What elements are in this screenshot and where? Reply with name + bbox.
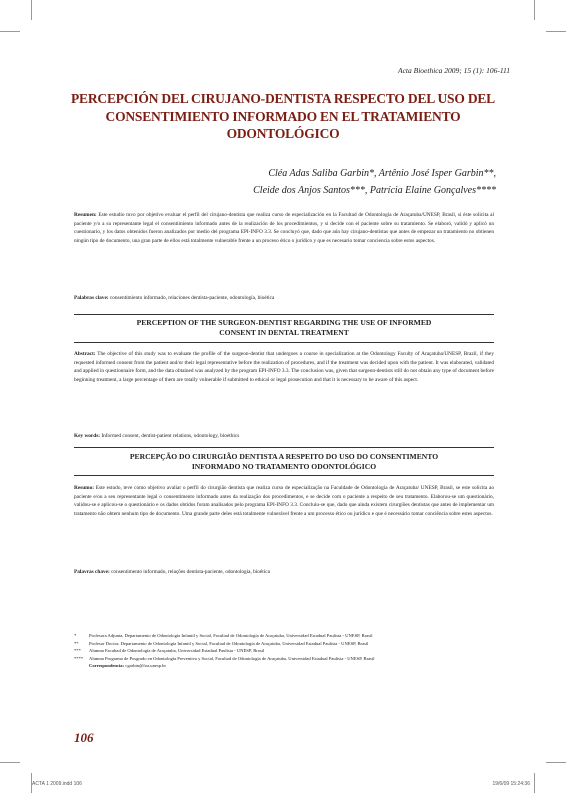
crop-mark — [0, 762, 20, 763]
keywords-text: Informed consent, dentist-patient relations, odontology, bioethics — [100, 433, 240, 439]
section-title-english — [74, 318, 494, 338]
footnote-marker: * — [74, 633, 77, 638]
print-slug-date: 19/6/09 15:24:36 — [492, 781, 530, 787]
footnote — [74, 632, 494, 640]
section-divider — [74, 447, 494, 448]
crop-mark — [0, 31, 20, 32]
author-line: Cléa Adas Saliba Garbin*, Artênio José Isper Garbin**, — [268, 168, 496, 179]
abstract-text: The objective of this study was to evaluate the profile of the surgeon-dentist that undergoes a course in specialization at the Odontology Faculty of Araçatuba/UNESP, Brazil, if they requested informed consent from the patient and/or their legal representative before the realization of procedures, and if the treatment was decided upon with the patient. It was elaborated, validated and applied in questionnaire form, and the data obtained was analyzed by the program EPI-INFO 3.3. The conclusion was, given that surgeon-dentists still do not obtain any type of document before beginning treatment, a large percentage of them are totally vulnerable if submitted to ethical or legal prosecution and that it is necessary to be aware of this aspect. — [74, 351, 494, 383]
keywords-label: Key words: — [74, 433, 101, 439]
journal-citation: Acta Bioethica 2009; 15 (1): 106-111 — [398, 66, 510, 75]
abstract-portuguese — [74, 484, 494, 518]
footnote — [74, 655, 494, 663]
abstract-label: Resumo: — [74, 485, 95, 491]
crop-mark — [534, 773, 535, 793]
article-title: PERCEPCIÓN DEL CIRUJANO-DENTISTA RESPECTO DEL USO DEL CONSENTIMIENTO INFORMADO EN EL TRATAMIENTO ODONTOLÓGICO — [71, 91, 495, 141]
footnote-marker: *** — [74, 648, 81, 654]
correspondence — [74, 662, 494, 670]
keywords-text: consentimento informado, relações dentista-paciente, odontologia, bioética — [109, 569, 270, 575]
footnotes — [74, 632, 494, 670]
section-divider — [74, 342, 494, 343]
footnote — [74, 640, 494, 648]
footnote-text: Alumna Facultad de Odontología de Araçatuba, Universidad Estadual Paulista - UNESP, Brasil — [89, 648, 265, 654]
keywords-spanish — [74, 294, 494, 303]
footnote-marker: ** — [74, 640, 79, 646]
abstract-text: Este estudo, teve como objetivo avaliar o perfil do cirurgião dentista que realiza curso de especialização na Faculdade de Odontologia de Araçatuba/ UNESP, Brasil, se este solicita ao paciente e/ou a seu representante legal o consentimento informado antes da realização dos procedimentos, e se decide com o paciente a respeito de seu tratamento. Elaborou-se um questionário, validou-se e aplicou-se o questionário e os dados obtidos foram analisados pelo programa EPI-INFO 3.3. Concluiu-se que, dado que ainda existem cirurgiões dentistas que antes de implementar um tratamento não obtem nenhum tipo de documento. Uma grande parte deles está totalmente vulnerável frente a um processo ético ou jurídico e que é necessário tomar conciência sobre estes aspectos. — [74, 485, 494, 517]
correspondence-label: Correspondencia: — [89, 663, 125, 669]
author-list — [76, 165, 496, 199]
keywords-portuguese — [74, 568, 494, 577]
footnote-marker: **** — [74, 655, 84, 661]
keywords-text: consentimiento informado, relaciones dentista-paciente, odontología, bioética — [108, 295, 275, 301]
print-slug-file: ACTA 1 2009.indd 106 — [32, 781, 82, 787]
abstract-english — [74, 350, 494, 384]
crop-mark — [534, 0, 535, 20]
keywords-english — [74, 432, 494, 441]
abstract-label: Resumen: — [74, 212, 97, 218]
footnote — [74, 647, 494, 655]
page-number: 106 — [74, 730, 94, 745]
author-line: Cleide dos Anjos Santos***, Patrícia Elaine Gonçalves**** — [253, 185, 496, 196]
correspondence-email[interactable]: cgarbin@foa.unesp.br — [124, 663, 167, 669]
abstract-spanish — [74, 211, 494, 245]
section-title-line: CONSENT IN DENTAL TREATMENT — [219, 328, 349, 337]
section-title-line: PERCEPTION OF THE SURGEON-DENTIST REGARDING THE USE OF INFORMED — [136, 318, 432, 327]
crop-mark — [546, 31, 566, 32]
footnote-text: Alumna Programa de Posgrado en Odontología Preventiva y Social, Facultad de Odontología de Araçatuba, Universidad Estadual Paulista - UNESP, Brasil — [89, 655, 375, 661]
section-title-line: PERCEPÇÃO DO CIRURGIÃO DENTISTA A RESPEITO DO USO DO CONSENTIMENTO — [129, 452, 439, 461]
section-divider — [74, 475, 494, 476]
footnote-text: Profesor Doctor, Departamento de Odontología Infantil y Social, Facultad de Odontología de Araçatuba, Universidad Estadual Paulista - UNESP, Brasil — [89, 640, 369, 646]
keywords-label: Palavras chave: — [74, 569, 110, 575]
crop-mark — [546, 762, 566, 763]
keywords-label: Palabras clave: — [74, 295, 109, 301]
crop-mark — [31, 0, 32, 20]
abstract-label: Abstract: — [74, 351, 96, 357]
section-divider — [74, 314, 494, 315]
section-title-portuguese — [74, 452, 494, 472]
abstract-text: Este estudio tuvo por objetivo evaluar el perfil del cirujano-dentista que realiza curso de especialización en la Facultad de Odontología de Araçatuba/UNESP, Brasil, si éste solicita al paciente y/o a su representante legal el consentimiento informado antes de la realización de los procedimientos, y si decide con el paciente sobre su tratamiento. Se elaboró, validó y aplicó un cuestionario, y los datos obtenidos fueron analizados por medio del programa EPI-INFO 3.3. Se concluyó que, dado que aún hay cirujano-dentistas que antes de empezar un tratamiento no obtienen ningún tipo de documento, una gran parte de ellos está totalmente vulnerable frente a un proceso ético o jurídico y que es necesario tomar conciencia sobre estos aspectos. — [74, 212, 494, 244]
footnote-text: Profesora Adjunta, Departamento de Odontología Infantil y Social, Facultad de Odontología de Araçatuba, Universidad Estadual Paulista - UNESP, Brasil — [89, 633, 373, 638]
section-title-line: INFORMADO NO TRATAMENTO ODONTOLÓGICO — [191, 462, 377, 471]
